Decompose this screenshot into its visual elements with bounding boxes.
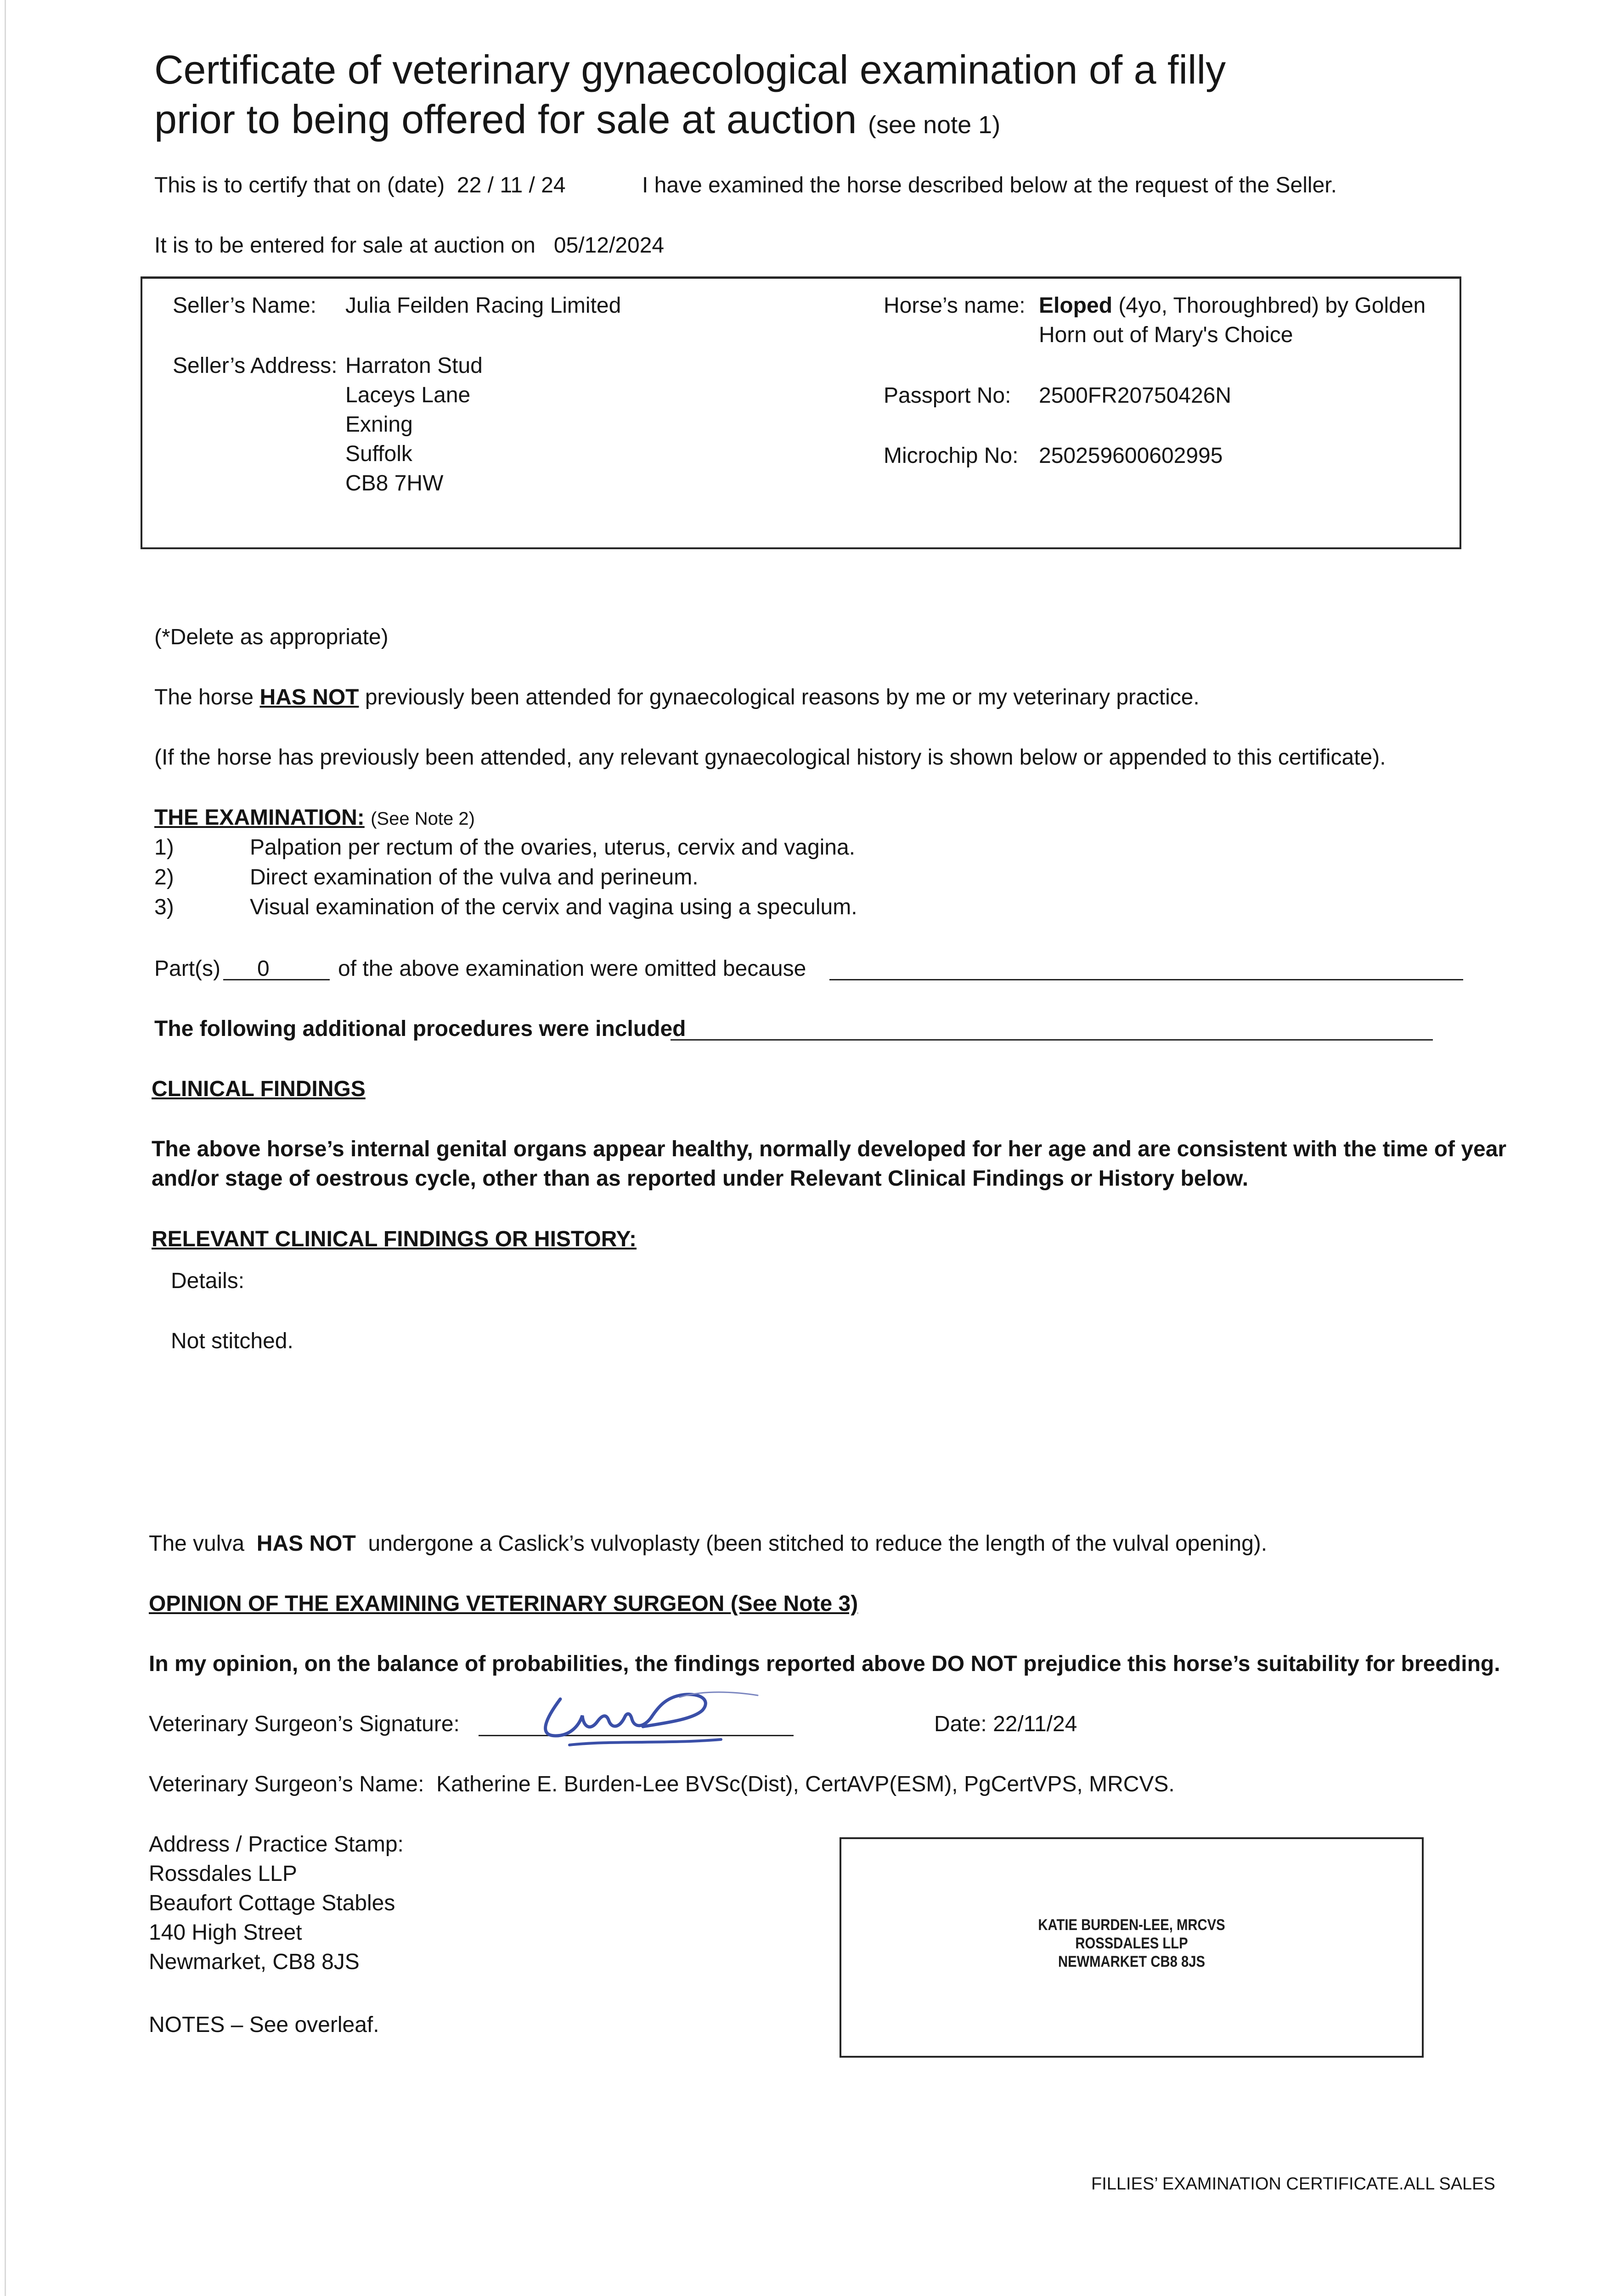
examination-heading: THE EXAMINATION: [154,805,365,830]
omitted-reason-line [829,979,1463,980]
item-text: Direct examination of the vulva and perineum. [250,865,699,889]
item-number: 2) [154,865,174,889]
attended-statement [154,683,1200,712]
practice-stamp [880,1916,1383,1971]
address-line: Laceys Lane [345,383,471,407]
vulva-suffix: undergone a Caslick’s vulvoplasty (been stitched to reduce the length of the vulval opening). [368,1531,1268,1556]
horse-name-label: Horse’s name: [884,293,1026,318]
item-number: 1) [154,835,174,860]
signature-label: Veterinary Surgeon’s Signature: [149,1712,460,1736]
title-note: (see note 1) [868,111,1001,139]
additional-procedures: The following additional procedures were included [154,1017,686,1041]
seller-address-label: Seller’s Address: [173,354,338,378]
vulva-status: HAS NOT [256,1531,356,1556]
horse-description [1039,291,1426,350]
seller-name-label: Seller’s Name: [173,293,317,318]
opinion-text: In my opinion, on the balance of probabilities, the findings reported above DO NOT prejudice this horse’s suitability for breeding. [149,1652,1500,1676]
passport-number: 2500FR20750426N [1039,383,1231,408]
additional-procedures-line [671,1039,1433,1041]
item-text: Visual examination of the cervix and vagina using a speculum. [250,895,857,919]
vulva-prefix: The vulva [149,1531,245,1556]
details-label: Details: [171,1269,245,1293]
practice-line: Beaufort Cottage Stables [149,1891,395,1915]
seller-name: Julia Feilden Racing Limited [345,293,621,318]
relevant-heading: RELEVANT CLINICAL FINDINGS OR HISTORY: [152,1227,637,1251]
auction-date: 05/12/2024 [553,233,665,258]
stamp-line: ROSSDALES LLP [1075,1935,1188,1952]
auction-line [154,231,664,260]
omitted-value: 0 [257,957,270,981]
omitted-prefix: Part(s) [154,957,220,981]
scan-edge-line [5,0,6,2296]
omitted-value-line [223,979,330,980]
seller-address [345,351,483,498]
opinion-heading: OPINION OF THE EXAMINING VETERINARY SURGEON (See Note 3) [149,1592,858,1616]
title-line-2-text: prior to being offered for sale at auction [154,96,857,142]
form-footer: FILLIES’ EXAMINATION CERTIFICATE.ALL SALES [1091,2174,1495,2194]
signature-image [528,1671,767,1750]
attended-suffix: previously been attended for gynaecological reasons by me or my veterinary practice. [365,685,1200,709]
passport-label: Passport No: [884,383,1011,408]
clinical-text [152,1135,1529,1193]
signature-date-label: Date: [934,1712,987,1736]
clinical-text-1: The above horse’s internal genital organs appear healthy, normally developed for her age and are consistent with the time of year [152,1137,1507,1161]
certify-prefix: This is to certify that on (date) [154,173,445,197]
surgeon-name-line [149,1770,1175,1799]
auction-prefix: It is to be entered for sale at auction on [154,233,535,258]
omitted-suffix: of the above examination were omitted because [338,957,806,981]
vulva-statement [149,1529,1267,1559]
microchip-label: Microchip No: [884,444,1019,468]
address-line: CB8 7HW [345,471,444,495]
horse-desc-1: (4yo, Thoroughbred) by Golden [1118,293,1426,318]
address-line: Harraton Stud [345,354,483,378]
examination-heading-line [154,803,475,833]
horse-name: Eloped [1039,293,1113,318]
delete-note: (*Delete as appropriate) [154,625,389,649]
certify-line [154,171,566,200]
certify-suffix: I have examined the horse described below at the request of the Seller. [642,173,1337,197]
address-line: Exning [345,412,413,437]
exam-date: 22 / 11 / 24 [456,173,566,197]
horse-desc-2: Horn out of Mary's Choice [1039,323,1293,347]
practice-line: Newmarket, CB8 8JS [149,1950,360,1974]
practice-line: 140 High Street [149,1920,302,1945]
microchip-number: 250259600602995 [1039,444,1223,468]
stamp-line: KATIE BURDEN-LEE, MRCVS [1038,1916,1225,1934]
practice-address [149,1830,404,1977]
address-line: Suffolk [345,442,412,466]
examination-note: (See Note 2) [371,809,475,829]
clinical-heading: CLINICAL FINDINGS [152,1077,366,1101]
signature-date-value: 22/11/24 [993,1712,1077,1736]
title-line-2 [154,95,1555,150]
details-text: Not stitched. [171,1329,293,1353]
notes-line: NOTES – See overleaf. [149,2013,379,2037]
attended-status: HAS NOT [259,685,359,709]
attended-prefix: The horse [154,685,254,709]
title-line-1: Certificate of veterinary gynaecological examination of a filly [154,47,1226,92]
item-text: Palpation per rectum of the ovaries, uterus, cervix and vagina. [250,835,856,860]
practice-line: Rossdales LLP [149,1862,297,1886]
stamp-line: NEWMARKET CB8 8JS [1058,1953,1206,1970]
clinical-text-2: and/or stage of oestrous cycle, other than as reported under Relevant Clinical Findings or History below. [152,1166,1249,1191]
item-number: 3) [154,895,174,919]
surgeon-name-label: Veterinary Surgeon’s Name: [149,1772,424,1796]
signature-date [934,1710,1077,1739]
surgeon-name: Katherine E. Burden-Lee BVSc(Dist), CertAVP(ESM), PgCertVPS, MRCVS. [436,1772,1175,1796]
history-note: (If the horse has previously been attended, any relevant gynaecological history is shown below or appended to this certificate). [154,745,1386,770]
practice-label: Address / Practice Stamp: [149,1832,404,1857]
certificate-title [154,45,1555,150]
